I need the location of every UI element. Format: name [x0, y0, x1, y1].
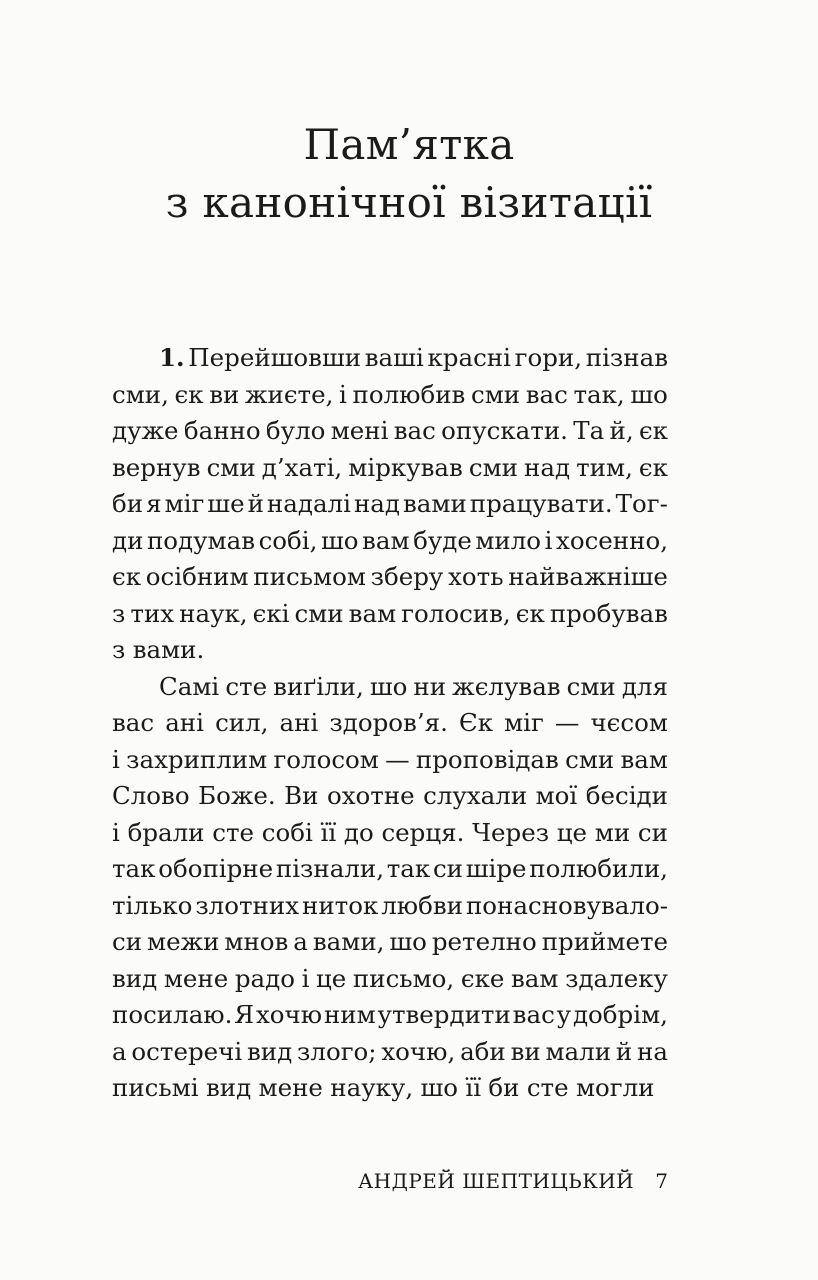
word: вид	[112, 963, 158, 993]
word: сте	[212, 817, 254, 847]
word: мило	[475, 525, 542, 555]
word: красні	[427, 343, 511, 372]
word: мене	[163, 963, 229, 993]
word: захриплим	[126, 744, 268, 774]
word: і	[112, 744, 120, 774]
word: полюбив	[352, 379, 466, 409]
chapter-title	[0, 116, 818, 232]
text-line	[112, 815, 668, 852]
word: вами	[402, 489, 467, 518]
word: а	[293, 927, 308, 956]
word: мої	[535, 781, 578, 810]
word: любви	[381, 890, 463, 920]
word: собі,	[258, 525, 318, 555]
word: ше	[207, 489, 245, 518]
word: сми	[470, 379, 521, 409]
word: —	[385, 744, 410, 774]
word: наук,	[179, 598, 248, 628]
word: вас	[512, 1000, 555, 1029]
word: до	[343, 817, 374, 847]
word: у	[556, 1000, 572, 1029]
word: ви	[510, 1036, 541, 1066]
word: над	[353, 489, 400, 518]
word: з	[112, 635, 126, 664]
word: Перейшовши	[188, 343, 362, 372]
word: це	[556, 817, 588, 847]
text-line	[112, 851, 668, 888]
word: голосив,	[401, 598, 511, 628]
text-line	[112, 413, 668, 450]
word: ви	[209, 379, 240, 409]
word: би	[488, 1073, 520, 1102]
text-line	[112, 742, 668, 779]
word: здоров’я.	[329, 708, 448, 737]
word: шо	[420, 1073, 459, 1102]
text-line	[112, 778, 668, 815]
word: працувати.	[469, 489, 613, 518]
word: письмом	[253, 562, 366, 591]
word: би	[112, 489, 144, 518]
word: слухали	[423, 781, 528, 810]
word: мене	[258, 1073, 323, 1102]
word: ни	[413, 671, 447, 701]
text-line	[112, 1034, 668, 1071]
word: полюбили,	[529, 854, 668, 883]
word: радо	[234, 963, 295, 993]
word: буде	[413, 525, 472, 555]
word: єк	[638, 416, 668, 445]
word: вид	[246, 1036, 293, 1066]
word: на	[637, 1036, 668, 1066]
word: сми	[566, 671, 616, 701]
word: ретелно	[431, 927, 537, 956]
word: сил,	[215, 708, 269, 737]
word: приймете	[541, 927, 668, 956]
word: Та	[573, 416, 605, 445]
word: си	[637, 817, 668, 847]
word: й	[247, 489, 264, 518]
word: письмі	[112, 1073, 199, 1102]
word: її	[320, 817, 337, 847]
word: утвердити	[377, 1000, 511, 1029]
word: бесіди	[585, 781, 668, 810]
word: сми	[468, 452, 518, 482]
word: охотне	[326, 781, 415, 810]
word: я	[146, 489, 162, 518]
word: вас	[393, 416, 436, 445]
word: мені	[330, 416, 389, 445]
word: найважніше	[508, 562, 668, 591]
word: і	[339, 379, 347, 409]
word: мали	[545, 1036, 612, 1066]
word: мнов	[224, 927, 289, 956]
word: чєсом	[590, 708, 668, 737]
word: опускати.	[441, 416, 568, 445]
word: шо	[369, 671, 408, 701]
word: посилаю.	[112, 1000, 233, 1029]
text-line	[112, 997, 668, 1034]
word: могли	[575, 1073, 655, 1102]
word: єкі	[252, 598, 290, 628]
word: Тог-	[615, 489, 668, 518]
word: так	[112, 854, 156, 883]
text-line	[112, 632, 668, 669]
word: жиєте,	[244, 379, 334, 409]
word: тим,	[576, 452, 633, 482]
word: надалі	[266, 489, 351, 518]
text-line	[112, 523, 668, 560]
word: ди	[112, 525, 144, 555]
text-line	[112, 450, 668, 487]
word: д’хаті,	[261, 452, 343, 482]
body-text	[112, 340, 668, 1107]
paragraph-2	[112, 669, 668, 1107]
word: ми	[594, 817, 631, 847]
word: пізнали,	[275, 854, 385, 883]
word: хочю,	[381, 1036, 456, 1066]
word: Я	[234, 1000, 255, 1029]
word: Через	[472, 817, 550, 847]
word: добрім,	[572, 1000, 668, 1029]
page-footer	[358, 1168, 668, 1194]
word: Єк	[458, 708, 494, 737]
word: сми	[565, 744, 615, 774]
word: пізнав	[585, 343, 668, 372]
word: а	[112, 1036, 127, 1066]
word: голосом	[273, 744, 379, 774]
word: тілько	[112, 890, 193, 920]
word: шо	[320, 525, 359, 555]
word: міг	[504, 708, 544, 737]
word: брали	[127, 817, 205, 847]
running-footer-author: АНДРЕЙ ШЕПТИЦЬКИЙ	[358, 1169, 635, 1193]
word: —	[554, 708, 580, 737]
word: з	[112, 598, 126, 628]
word: дуже	[112, 416, 179, 445]
word: злого;	[297, 1036, 377, 1066]
word: шіре	[465, 854, 527, 883]
word: вам	[362, 525, 410, 555]
word: собі	[261, 817, 313, 847]
word: аби	[460, 1036, 506, 1066]
word: міркував	[348, 452, 463, 482]
word: її	[465, 1073, 482, 1102]
word: ані	[165, 708, 204, 737]
word: міг	[164, 489, 205, 518]
text-line	[112, 486, 668, 523]
word: і	[301, 963, 310, 993]
word: письмо,	[352, 963, 455, 993]
word: єк	[112, 562, 142, 591]
word: вами,	[312, 927, 385, 956]
word: ниток	[301, 890, 379, 920]
paragraph-number: 1.	[159, 343, 185, 372]
word: понасновувало-	[465, 890, 668, 920]
word: єк	[515, 598, 545, 628]
word: сте	[526, 1073, 569, 1102]
word: було	[265, 416, 326, 445]
word: вам	[348, 598, 397, 628]
word: злотних	[195, 890, 300, 920]
word: пробував	[549, 598, 668, 628]
word: сте	[225, 671, 268, 701]
chapter-title-line-1: Пам’ятка	[303, 120, 515, 169]
word: хоть	[448, 562, 504, 591]
text-line	[112, 888, 668, 925]
word: науку,	[330, 1073, 414, 1102]
word: вас	[525, 379, 568, 409]
word: так,	[573, 379, 625, 409]
word: вид	[205, 1073, 252, 1102]
word: остеречі	[131, 1036, 243, 1066]
word: Боже.	[198, 781, 276, 810]
text-line	[112, 559, 668, 596]
word: ним	[323, 1000, 376, 1029]
text-line	[112, 924, 668, 961]
word: межи	[147, 927, 220, 956]
word: си	[112, 927, 143, 956]
word: хочю	[255, 1000, 323, 1029]
word: єке	[460, 963, 505, 993]
text-line	[112, 669, 668, 706]
word: для	[621, 671, 668, 701]
word: зберу	[370, 562, 444, 591]
word: сми,	[112, 379, 169, 409]
word: і	[544, 525, 553, 555]
word: проповідав	[415, 744, 559, 774]
word: й	[615, 1036, 633, 1066]
text-line	[112, 377, 668, 414]
word: Слово	[112, 781, 190, 810]
chapter-title-line-2: з канонічної візитації	[165, 178, 653, 227]
word: Самі	[159, 671, 220, 701]
word: подумав	[146, 525, 256, 555]
text-line	[112, 705, 668, 742]
word: єк	[638, 452, 668, 482]
word: серця.	[381, 817, 465, 847]
word: шо	[630, 379, 668, 409]
word: вам	[620, 744, 668, 774]
word: обопірне	[158, 854, 274, 883]
text-line	[112, 961, 668, 998]
word: ваші	[364, 343, 424, 372]
word: Ви	[284, 781, 319, 810]
word: над	[524, 452, 571, 482]
word: єк	[174, 379, 204, 409]
word: осібним	[145, 562, 249, 591]
text-line	[112, 1070, 668, 1107]
word: так	[386, 854, 431, 883]
word: ані	[279, 708, 319, 737]
word: здалеку	[565, 963, 668, 993]
word: це	[316, 963, 347, 993]
word: хосенно,	[556, 525, 668, 555]
word: вас	[112, 708, 155, 737]
word: си	[432, 854, 463, 883]
word: й,	[609, 416, 634, 445]
paragraph-1	[112, 340, 668, 669]
word: шо	[389, 927, 427, 956]
word: жєлував	[452, 671, 561, 701]
word: сми	[294, 598, 344, 628]
word: вами.	[132, 635, 205, 664]
word: виґіли,	[273, 671, 364, 701]
word: банно	[183, 416, 261, 445]
word: сми	[206, 452, 256, 482]
text-line	[112, 596, 668, 633]
word: і	[112, 817, 120, 847]
word: вернув	[112, 452, 201, 482]
text-line	[112, 340, 668, 377]
word: тих	[130, 598, 175, 628]
page-number: 7	[655, 1169, 668, 1193]
word: вам	[511, 963, 559, 993]
word: гори,	[514, 343, 583, 372]
